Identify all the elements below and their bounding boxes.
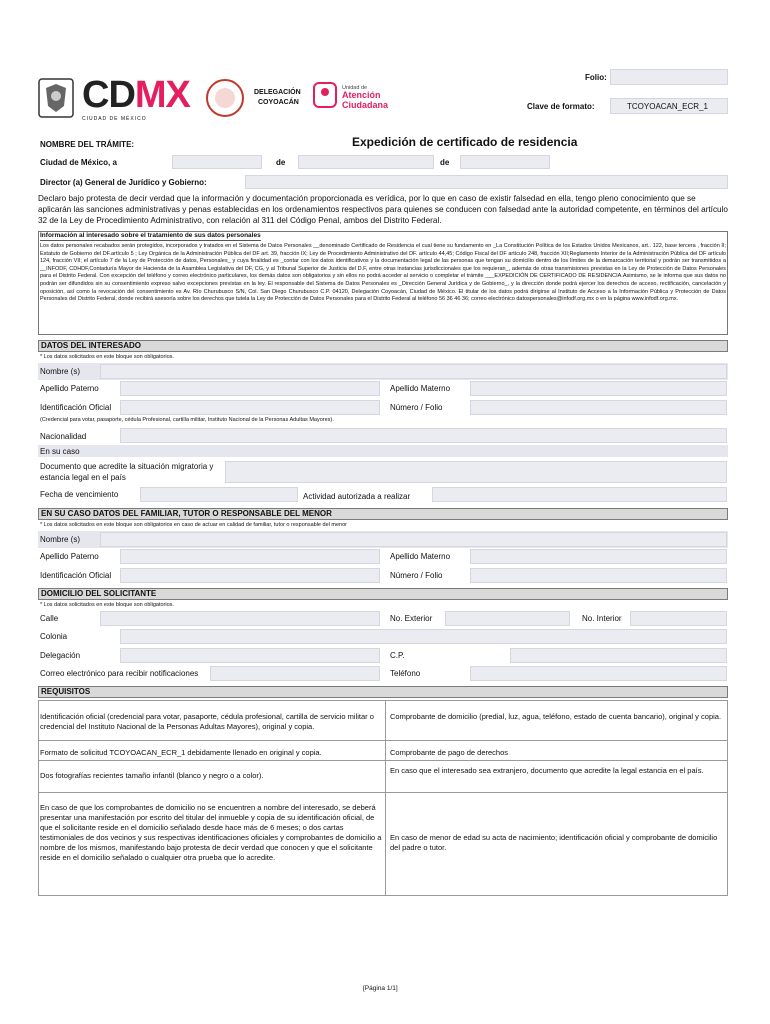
fecha-venc-input[interactable] — [140, 487, 298, 502]
telefono-label: Teléfono — [390, 669, 421, 678]
year-input[interactable] — [460, 155, 550, 169]
day-input[interactable] — [172, 155, 262, 169]
ap-paterno-input[interactable] — [120, 381, 380, 396]
identificacion-label: Identificación Oficial — [40, 403, 112, 412]
calle-label: Calle — [40, 614, 59, 623]
cp-input[interactable] — [510, 648, 727, 663]
familiar-nombre-input[interactable] — [100, 532, 727, 547]
familiar-identificacion-label: Identificación Oficial — [40, 571, 112, 580]
row-line — [38, 740, 728, 741]
de-label-2: de — [440, 158, 450, 167]
de-label-1: de — [276, 158, 286, 167]
familiar-identificacion-input[interactable] — [120, 568, 380, 583]
privacy-text: Los datos personales recabados serán protegidos, incorporados y tratados en el Sistema de Datos Personales __denominado Certificado de Residencia el cual tiene su fundamento en _La Constitución Política de los Estados Unidos Mexicanos, art.. 122, base tercera , fracción II; Estatuto de Gobierno del DF.artículo 5 ; Ley Orgánica de la Administración Pública del DF art. 39, fracción IX; Ley de Procedimiento Administrativo del DF. artículo 44,45; Código Fiscal del DF artículo 248, fracción XII;Reglamento Interior de la Administración Pública del DF artículo 124, fracción VII; el artículo 7 de la Ley de Protección de datos, Personales_ y cuya finalidad es _contar con los datos identificativos y la documentación legal de las personas que tengan su domicilio dentro de los límites de la demarcación territorial y podrán ser transmitidos a __INFODF, CDHDF,Contaduría Mayor de Hacienda de la Asamblea Legislativa del DF, CG, y al Tribunal Superior de Justicia del D.F, entre otras instancias jurisdiccionales que los requieran_, además de otras transmisiones previstas en la Ley de Protección de Datos Personales para el Distrito Federal. Con excepción del teléfono y correo electrónico particulares, los demás datos son obligatorios y sin ellos no podrá acceder al servicio o completar el trámite ___EXPEDICIÓN DE CERTIFICADO DE RESIDENCIA.Asimismo, se le informa que sus datos no podrán ser difundidos sin su consentimiento expreso salvo excepciones previstas en la ley. El responsable del Sistema de Datos Personales es _Dirección General Jurídica y de Gobierno_, y la dirección donde podrá ejercer los derechos de acceso, rectificación, cancelación y oposición, así como la revocación del consentimiento es Av. Río Churubusco S/N, Col. San Diego Churubusco C.P. 04120, Delegación Coyoacán, Ciudad de México. El titular de los datos podrá dirigirse al Instituto de Acceso a la Información Pública y Protección de Datos Personales del Distrito Federal, donde recibirá asesoría sobre los derechos que tutela la Ley de Protección de Datos Personales para el Distrito Federal al teléfono 56 36 46 36; correo electrónico datospersonales@infodf.org.mx o en la página www.infodf.org.mx. — [40, 243, 726, 303]
delegacion-label-1: DELEGACIÓN — [254, 89, 301, 96]
familiar-ap-paterno-input[interactable] — [120, 549, 380, 564]
unidad-label-2: Atención — [342, 90, 381, 100]
row-line — [38, 792, 728, 793]
ap-materno-input[interactable] — [470, 381, 727, 396]
delegacion-field-label: Delegación — [40, 651, 81, 660]
interesado-note: * Los datos solicitados en este bloque son obligatorios. — [40, 354, 174, 360]
documento-label-2: estancia legal en el país — [40, 473, 126, 482]
identificacion-input[interactable] — [120, 400, 380, 415]
director-label: Director (a) General de Jurídico y Gobierno: — [40, 178, 207, 187]
req-1: Identificación oficial (credencial para votar, pasaporte, cédula profesional, cartilla de servicio militar o credencial del Instituto Nacional de la Personas Adultas Mayores), original y copia. — [40, 712, 374, 731]
nacionalidad-label: Nacionalidad — [40, 432, 87, 441]
page-number: [Página 1/1] — [363, 985, 398, 992]
familiar-nombre-label: Nombre (s) — [40, 535, 81, 544]
req-4: Comprobante de pago de derechos — [390, 748, 509, 757]
no-exterior-label: No. Exterior — [390, 614, 433, 623]
nombre-label: Nombre (s) — [40, 367, 81, 376]
en-su-caso-label: En su caso — [40, 447, 80, 456]
delegacion-emblem — [203, 78, 247, 118]
section-interesado: DATOS DEL INTERESADO — [38, 340, 728, 352]
section-requisitos: REQUISITOS — [38, 686, 728, 698]
coat-of-arms-logo — [38, 78, 74, 120]
unidad-label-1: Unidad de — [342, 85, 368, 91]
month-input[interactable] — [298, 155, 434, 169]
fecha-venc-label: Fecha de vencimiento — [40, 490, 119, 499]
director-input[interactable] — [245, 175, 728, 189]
colonia-input[interactable] — [120, 629, 727, 644]
logo-cd: CD — [82, 74, 135, 116]
req-2: Comprobante de domicilio (predial, luz, agua, teléfono, estado de cuenta bancario), original y copia. — [390, 712, 722, 721]
no-exterior-input[interactable] — [445, 611, 570, 626]
requisitos-divider — [385, 700, 386, 896]
clave-value: TCOYOACAN_ECR_1 — [627, 102, 708, 111]
documento-label-1: Documento que acredite la situación migratoria y — [40, 462, 214, 471]
nombre-tramite-label: NOMBRE DEL TRÁMITE: — [40, 140, 135, 149]
declaration-text: Declaro bajo protesta de decir verdad que la información y documentación proporcionada es verídica, por lo que en caso de existir falsedad en ella, tengo pleno conocimiento que se aplicarán las sanciones administrativas y penas establecidas en los ordenamientos respectivos para quienes se conducen con falsedad ante la autoridad competente, en términos del artículo 32 de la Ley de Procedimiento Administrativo, con relación al 311 del Código Penal, ambos del Distrito Federal. — [38, 194, 728, 225]
req-8: En caso de menor de edad su acta de nacimiento; identificación oficial y comprobante de domicilio del padre o tutor. — [390, 833, 718, 852]
folio-label: Folio: — [585, 73, 607, 82]
req-3: Formato de solicitud TCOYOACAN_ECR_1 debidamente llenado en original y copia. — [40, 748, 322, 757]
section-familiar: EN SU CASO DATOS DEL FAMILIAR, TUTOR O RESPONSABLE DEL MENOR — [38, 508, 728, 520]
ap-paterno-label: Apellido Paterno — [40, 384, 99, 393]
actividad-input[interactable] — [432, 487, 727, 502]
delegacion-label-2: COYOACÁN — [258, 99, 299, 106]
unidad-label-3: Ciudadana — [342, 100, 389, 110]
req-7: En caso de que los comprobantes de domicilio no se encuentren a nombre del interesado, se deberá presentar una manifestación por escrito del titular del inmueble y copia de su identificación oficial, de que el solicitante reside en el domicilio señalado desde hace más de 6 meses; o dos cartas testimoniales de dos vecinos y sus respectivas identificaciones oficiales y comprobantes de domicilio a nombre de los mismos, manifestando bajo protesta de decir verdad que conocen y que el solicitante reside en el domicilio señalado o cualquier otra prueba que lo acredite. — [40, 803, 382, 862]
unidad-atencion-icon — [313, 82, 337, 108]
ap-materno-label: Apellido Materno — [390, 384, 451, 393]
cdmx-logo — [82, 76, 192, 124]
folio-input[interactable] — [610, 69, 728, 85]
logo-mx: MX — [134, 74, 190, 116]
familiar-note: * Los datos solicitados en este bloque son obligatorios en caso de actuar en calidad de familiar, tutor o responsable del menor — [40, 522, 347, 528]
privacy-title: Información al interesado sobre el tratamiento de sus datos personales — [40, 232, 261, 239]
familiar-ap-paterno-label: Apellido Paterno — [40, 552, 99, 561]
nombre-input[interactable] — [100, 364, 727, 379]
actividad-label: Actividad autorizada a realizar — [303, 492, 411, 501]
clave-label: Clave de formato: — [527, 102, 595, 111]
no-interior-input[interactable] — [630, 611, 727, 626]
calle-input[interactable] — [100, 611, 380, 626]
ciudad-label: Ciudad de México, a — [40, 158, 117, 167]
numero-folio-input[interactable] — [470, 400, 727, 415]
domicilio-note: * Los datos solicitados en este bloque son obligatorios. — [40, 602, 174, 608]
colonia-label: Colonia — [40, 632, 68, 641]
section-domicilio: DOMICILIO DEL SOLICITANTE — [38, 588, 728, 600]
numero-folio-label: Número / Folio — [390, 403, 443, 412]
delegacion-input[interactable] — [120, 648, 380, 663]
req-5: Dos fotografías recientes tamaño infantil (blanco y negro o a color). — [40, 771, 264, 780]
familiar-ap-materno-input[interactable] — [470, 549, 727, 564]
familiar-numero-folio-label: Número / Folio — [390, 571, 443, 580]
nacionalidad-input[interactable] — [120, 428, 727, 443]
no-interior-label: No. Interior — [582, 614, 622, 623]
documento-input[interactable] — [225, 461, 727, 483]
correo-label: Correo electrónico para recibir notificaciones — [40, 669, 199, 678]
familiar-numero-folio-input[interactable] — [470, 568, 727, 583]
logo-subtitle: CIUDAD DE MÉXICO — [82, 116, 147, 122]
telefono-input[interactable] — [470, 666, 727, 681]
familiar-ap-materno-label: Apellido Materno — [390, 552, 451, 561]
row-line — [38, 760, 728, 761]
en-su-caso-bg — [38, 445, 728, 457]
req-6: En caso que el interesado sea extranjero, documento que acredite la legal estancia en el país. — [390, 766, 704, 775]
correo-input[interactable] — [210, 666, 380, 681]
tramite-name: Expedición de certificado de residencia — [352, 135, 578, 149]
credencial-note: (Credencial para votar, pasaporte, cédula Profesional, cartilla militar, Instituto Nacional de la Personas Adultas Mayores). — [40, 417, 334, 423]
cp-label: C.P. — [390, 651, 405, 660]
